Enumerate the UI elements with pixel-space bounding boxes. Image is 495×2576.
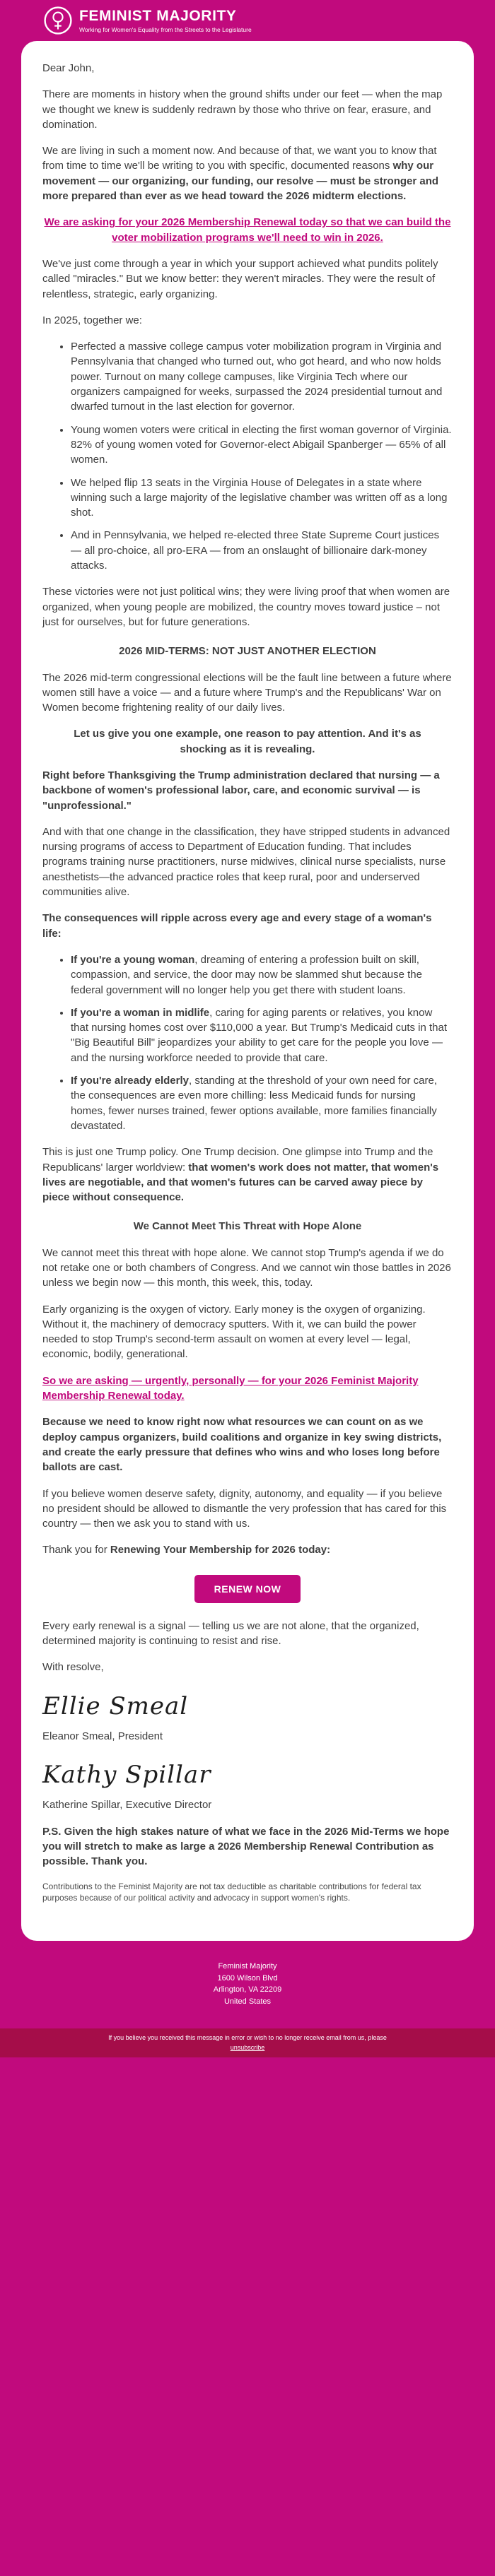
unsubscribe-link[interactable]: unsubscribe: [230, 2043, 265, 2051]
salutation: Dear John,: [42, 62, 95, 74]
list-item: • We helped flip 13 seats in the Virginia House of Delegates in a state where winning such a large majority of the legislative chamber was written off as a long shot.: [71, 475, 453, 521]
renew-button-container: [42, 1575, 453, 1603]
paragraph-example-callout: Let us give you one example, one reason to pay attention. And it's as shocking as it is revealing.: [74, 728, 421, 755]
membership-renewal-cta-link[interactable]: We are asking for your 2026 Membership Renewal today so that we can build the voter mobilization programs we'll need to win in 2026.: [44, 216, 451, 244]
list-item: [71, 1005, 453, 1065]
paragraph-miracles: We've just come through a year in which your support achieved what pundits politely called "miracles." But we know better: they weren't miracles. They were the result of relentless, strategic, early organizing.: [42, 257, 438, 300]
brand-block: [79, 8, 252, 33]
feminist-majority-logo: [44, 6, 72, 35]
consequence-text: , standing at the threshold of your own need for care, the consequences are even more chilling: less Medicaid funds for nursing homes, fewer nurses trained, fewer options available, more families financially devastated.: [71, 1075, 438, 1132]
brand-tagline: Working for Women's Equality from the Streets to the Legislature: [79, 26, 252, 33]
paragraph-worldview: [42, 1145, 453, 1205]
consequence-lead: If you're a young woman: [71, 953, 195, 966]
paragraph-stand-with-us: If you believe women deserve safety, dignity, autonomy, and equality — if you believe no president should be allowed to dismantle the very profession that has cared for this country — then we ask you to stand with us.: [42, 1487, 447, 1530]
closing-line: With resolve,: [42, 1661, 104, 1674]
list-item: [71, 952, 453, 998]
paragraph-nursing-declaration: Right before Thanksgiving the Trump administration declared that nursing — a backbone of women's professional labor, care, and economic survival — is "unprofessional.": [42, 769, 440, 812]
list-item: • Young women voters were critical in electing the first woman governor of Virginia. 82% of young women voted for Governor-elect Abigail Spanberger — 65% of all women.: [71, 423, 453, 468]
consequence-text: , caring for aging parents or relatives, you know that nursing homes cost over $110,000 a year. But Trump's Medicaid cuts in that "Big Beautiful Bill" jeopardizes your ability to get care for the people you love — and the nursing workforce needed to provide that care.: [71, 1006, 448, 1064]
victories-list: [59, 339, 453, 573]
paragraph-opening: There are moments in history when the ground shifts under our feet — when the map we thought we knew is suddenly redrawn by those who thrive on fear, erasure, and domination.: [42, 88, 443, 131]
paragraph-moment: [42, 143, 453, 203]
heading-hope-alone: We Cannot Meet This Threat with Hope Alone: [133, 1220, 362, 1233]
katherine-spillar-signature: Kathy Spillar: [42, 1761, 211, 1790]
list-item: [71, 1073, 453, 1133]
consequence-lead: If you're a woman in midlife: [71, 1006, 210, 1019]
paragraph-victories-summary: These victories were not just political wins; they were living proof that when women are organized, when young people are mobilized, the country moves toward justice – not just for ourselves, but for future generations.: [42, 586, 450, 628]
tax-disclaimer: Contributions to the Feminist Majority are not tax deductible as charitable contributions for federal tax purposes because of our political activity and advocacy in support women's rights.: [42, 1881, 421, 1903]
renew-now-button[interactable]: RENEW NOW: [194, 1575, 301, 1603]
paragraph-consequences-intro: The consequences will ripple across every age and every stage of a woman's life:: [42, 912, 432, 940]
female-symbol-icon: [44, 6, 72, 35]
paragraph-resources: Because we need to know right now what resources we can count on as we deploy campus organizers, build coalitions and organize in key swing districts, and create the early pressure that defines who wins and who loses long before ballots are cast.: [42, 1416, 442, 1474]
paragraph-moment-text: We are living in such a moment now. And because of that, we want you to know that from time to time we'll be writing to you with specific, documented reasons: [42, 145, 437, 172]
footer-org-name: Feminist Majority: [218, 1962, 277, 1971]
brand-name: FEMINIST MAJORITY: [79, 8, 237, 24]
paragraph-early-renewal: Every early renewal is a signal — telling us we are not alone, that the organized, determined majority is continuing to resist and rise.: [42, 1619, 419, 1648]
footer-address-country: United States: [223, 1997, 272, 2006]
signer-president: Eleanor Smeal, President: [42, 1730, 163, 1742]
renewal-cta-link[interactable]: So we are asking — urgently, personally — for your 2026 Feminist Majority Membership Renewal today.: [42, 1374, 419, 1402]
email-header: [0, 0, 495, 41]
email-footer: [0, 1941, 495, 2028]
paragraph-thank-you-text: Thank you for: [42, 1544, 110, 1556]
ps-note: P.S. Given the high stakes nature of what we face in the 2026 Mid-Terms we hope you will stretch to make as large a 2026 Membership Renewal Contribution as possible. Thank you.: [42, 1825, 450, 1868]
footer-address-city: Arlington, VA 22209: [213, 1985, 282, 1995]
footer-address-street: 1600 Wilson Blvd: [217, 1973, 278, 1983]
unsubscribe-bar: [0, 2028, 495, 2057]
consequence-text: , dreaming of entering a profession built on skill, compassion, and service, the door may now be slammed shut because the federal government will no longer help you get there with student loans.: [71, 953, 422, 996]
unsubscribe-text: If you believe you received this message in error or wish to no longer receive email from us, please: [108, 2034, 387, 2042]
paragraph-classification: And with that one change in the classification, they have stripped students in advanced nursing programs of access to Department of Education funding. That includes programs training nurse practitioners, nurse midwives, clinical nurse specialists, nurse anesthetists—the advanced practice roles that keep rural, poor and underserved communities alive.: [42, 825, 450, 899]
paragraph-oxygen: Early organizing is the oxygen of victory. Early money is the oxygen of organizing. Without it, the machinery of democracy sputters. With it, we can build the power needed to stop Trump's second-term assault on women at every level — legal, economic, bodily, generational.: [42, 1303, 426, 1361]
signer-executive-director: Katherine Spillar, Executive Director: [42, 1799, 212, 1812]
list-item: • Perfected a massive college campus voter mobilization program in Virginia and Pennsylvania that changed who turned out, who got heard, and who now holds power. Turnout on many college campuses, like Virginia Tech where our organizers campaigned for weeks, surpassed the 2024 presidential turnout and dwarfed turnout in the last election for governor.: [71, 339, 453, 414]
paragraph-2025-intro: In 2025, together we:: [42, 314, 142, 326]
paragraph-worldview-bold: that women's work does not matter, that women's lives are negotiable, and that women's futures can be carved away piece by piece without consequence.: [42, 1161, 439, 1204]
consequence-lead: If you're already elderly: [71, 1075, 189, 1087]
paragraph-cannot-meet: We cannot meet this threat with hope alone. We cannot stop Trump's agenda if we do not retake one or both chambers of Congress. And we cannot win those battles in 2026 unless we begin now — this month, this week, this, today.: [42, 1246, 451, 1289]
paragraph-thank-you: [42, 1542, 453, 1557]
heading-midterms: 2026 MID-TERMS: NOT JUST ANOTHER ELECTION: [119, 645, 376, 658]
eleanor-smeal-signature: Ellie Smeal: [42, 1691, 189, 1720]
paragraph-worldview-text: This is just one Trump policy. One Trump decision. One glimpse into Trump and the Republicans' larger worldview:: [42, 1146, 433, 1174]
letter-card: [21, 41, 474, 1941]
paragraph-moment-bold: why our movement — our organizing, our funding, our resolve — must be stronger and more prepared than ever as we head toward the 2026 midterm elections.: [42, 160, 439, 203]
paragraph-faultline: The 2026 mid-term congressional elections will be the fault line between a future where women still have a voice — and a future where Trump's and the Republicans' War on Women become frightening reality of our daily lives.: [42, 671, 452, 714]
list-item: • And in Pennsylvania, we helped re-elected three State Supreme Court justices — all pro-choice, all pro-ERA — from an onslaught of billionaire dark-money attacks.: [71, 528, 453, 573]
paragraph-thank-you-bold: Renewing Your Membership for 2026 today:: [110, 1544, 331, 1556]
consequences-list: [59, 952, 453, 1133]
